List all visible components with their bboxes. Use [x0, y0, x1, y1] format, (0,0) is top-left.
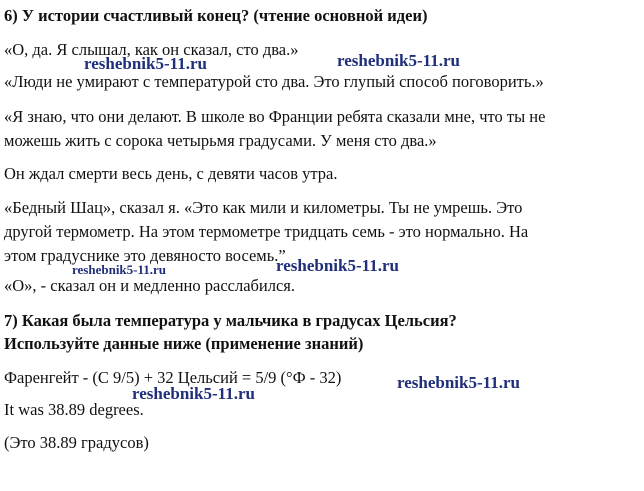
watermark-text: reshebnik5-11.ru	[397, 373, 520, 392]
question-7-subheading: Используйте данные ниже (применение знаний)	[4, 334, 364, 353]
dialogue-line: можешь жить с сорока четырьмя градусами. У меня сто два.»	[4, 131, 437, 150]
dialogue-line: «Бедный Шац», сказал я. «Это как мили и километры. Ты не умрешь. Это	[4, 198, 523, 217]
watermark-text: reshebnik5-11.ru	[72, 262, 167, 277]
dialogue-line: «О», - сказал он и медленно расслабился.	[4, 276, 296, 295]
watermark-text: reshebnik5-11.ru	[84, 54, 207, 73]
dialogue-line: «Люди не умирают с температурой сто два. Это глупый способ поговорить.»	[4, 72, 544, 91]
answer-english: It was 38.89 degrees.	[4, 400, 144, 419]
conversion-formula: Фаренгейт - (С 9/5) + 32 Цельсий = 5/9 (°Ф - 32)	[4, 368, 342, 387]
dialogue-line: этом градуснике это девяносто восемь.”	[4, 246, 286, 265]
watermark-text: reshebnik5-11.ru	[337, 51, 460, 70]
dialogue-line: «Я знаю, что они делают. В школе во Франции ребята сказали мне, что ты не	[4, 107, 546, 126]
narration-line: Он ждал смерти весь день, с девяти часов утра.	[4, 164, 338, 183]
dialogue-line: «О, да. Я слышал, как он сказал, сто два.»	[4, 40, 299, 59]
watermark-text: reshebnik5-11.ru	[276, 256, 399, 275]
question-6-heading: 6) У истории счастливый конец? (чтение основной идеи)	[4, 6, 428, 25]
dialogue-line: другой термометр. На этом термометре тридцать семь - это нормально. На	[4, 222, 529, 241]
answer-russian: (Это 38.89 градусов)	[4, 433, 149, 452]
question-7-heading: 7) Какая была температура у мальчика в градусах Цельсия?	[4, 311, 457, 330]
watermark-text: reshebnik5-11.ru	[132, 384, 255, 403]
